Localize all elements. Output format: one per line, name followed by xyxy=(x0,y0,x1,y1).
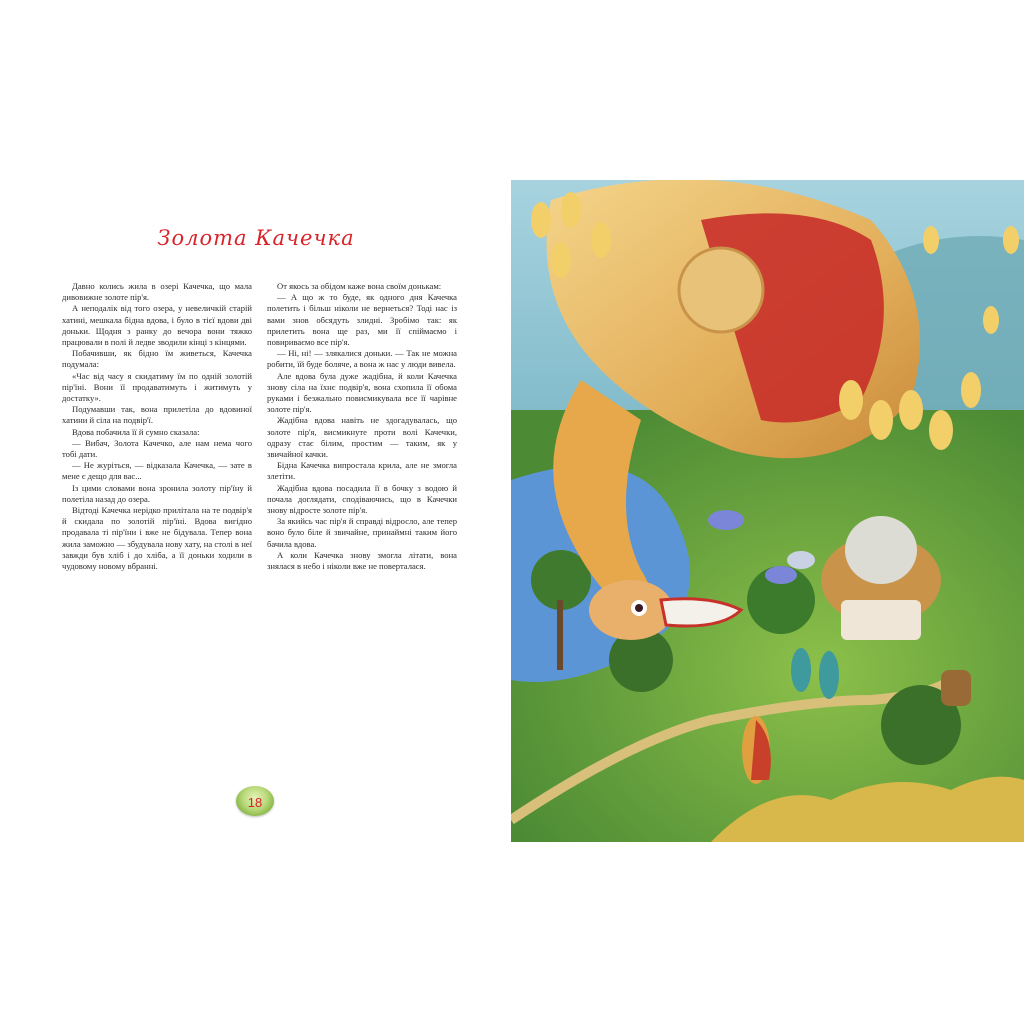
paragraph: За якийсь час пір'я й справді відросло, але тепер воно було біле й звичайне, принаймні таким його бачила вдова. xyxy=(267,516,457,549)
blue-cow xyxy=(765,566,797,584)
paragraph: А коли Качечка знову змогла літати, вона знялася в небо і ніколи вже не поверталася. xyxy=(267,549,457,572)
blue-cow xyxy=(708,510,744,530)
paragraph: Подумавши так, вона прилетіла до вдовиної хатини й сіла на подвір'ї. xyxy=(62,404,252,426)
page-number-badge xyxy=(236,786,274,816)
golden-duck-illustration xyxy=(511,180,1024,842)
paragraph: — Ні, ні! — злякалися доньки. — Так не можна робити, їй буде боляче, а вона ж нас у люди вивела. xyxy=(267,348,457,370)
paragraph: — Не журіться, — відказала Качечка, — зате в мене є дещо для вас... xyxy=(62,460,252,482)
paragraph: Із цими словами вона зронила золоту пір'їну й полетіла назад до озера. xyxy=(62,482,252,504)
paragraph: А неподалік від того озера, у невеличкій старій хатині, мешкала бідна вдова, і було в тієї вдови дві доньки. Щодня з ранку до вечора вони тяжко працювали в полі й ледве зводили кінці з кінцями. xyxy=(62,303,252,348)
illustration-art xyxy=(511,180,1024,842)
duck-pupil xyxy=(635,604,643,612)
story-title: Золота Качечка xyxy=(157,226,355,250)
daughter-figure xyxy=(819,651,839,699)
hut-wall xyxy=(841,600,921,640)
white-cow xyxy=(787,551,815,569)
paragraph: Побачивши, як бідно їм живеться, Качечка подумала: xyxy=(62,348,252,370)
daughter-figure xyxy=(791,648,811,692)
paragraph: Жадібна вдова навіть не здогадувалась, що золоте пір'я, висмикнуте проти волі Качечки, одразу стає білим, простим — таким, як у звичайної качки. xyxy=(267,415,457,460)
paragraph: — Вибач, Золота Качечко, але нам нема чого тобі дати. xyxy=(62,437,252,460)
paragraph: Вдова побачила її й сумно сказала: xyxy=(72,426,200,437)
hut-top xyxy=(845,516,917,584)
barrel xyxy=(941,670,971,706)
paragraph: Давно колись жила в озері Качечка, що мала дивовижне золоте пір'я. xyxy=(62,281,252,303)
paragraph: От якось за обідом каже вона своїм донькам: xyxy=(277,281,442,291)
text-column-right xyxy=(267,281,457,572)
paragraph: Бідна Качечка випростала крила, але не змогла злетіти. xyxy=(267,460,457,482)
duck-medallion xyxy=(679,248,763,332)
paragraph: Але вдова була дуже жадібна, й коли Качечка знову сіла на їхнє подвір'я, вона схопила її обома руками і безжально повисмикувала все її чарівне золоте пір'я. xyxy=(267,370,457,415)
text-column-left xyxy=(62,281,252,572)
page-number: 18 xyxy=(247,795,263,810)
paragraph: — А що ж то буде, як одного дня Качечка полетить і більш ніколи не вернеться? Тоді нас із вами знов обсядуть злидні. Зробімо так: як прилетить вона ще раз, ми її спіймаємо і повириваємо все пір'я. xyxy=(267,292,457,348)
duck-head xyxy=(589,580,673,640)
left-page xyxy=(0,0,511,1024)
tree-trunk xyxy=(557,600,563,670)
paragraph: «Час від часу я скидатиму їм по одній золотій пір'їні. Вони її продаватимуть і житимуть у достатку». xyxy=(62,370,252,404)
paragraph: Жадібна вдова посадила її в бочку з водою й почала доглядати, сподіваючись, що в Качечки знову відросте золоте пір'я. xyxy=(267,482,457,516)
paragraph: Відтоді Качечка нерідко прилітала на те подвір'я й скидала по золотій пір'їні. Вдова вигідно продавала ті пір'їни і вже не бідувала. Тепер вона жила заможно — збудувала нову хату, на столі в неї завжди був хліб і до хліба, а її доньки ходили в чудовому новому вбранні. xyxy=(62,505,252,572)
